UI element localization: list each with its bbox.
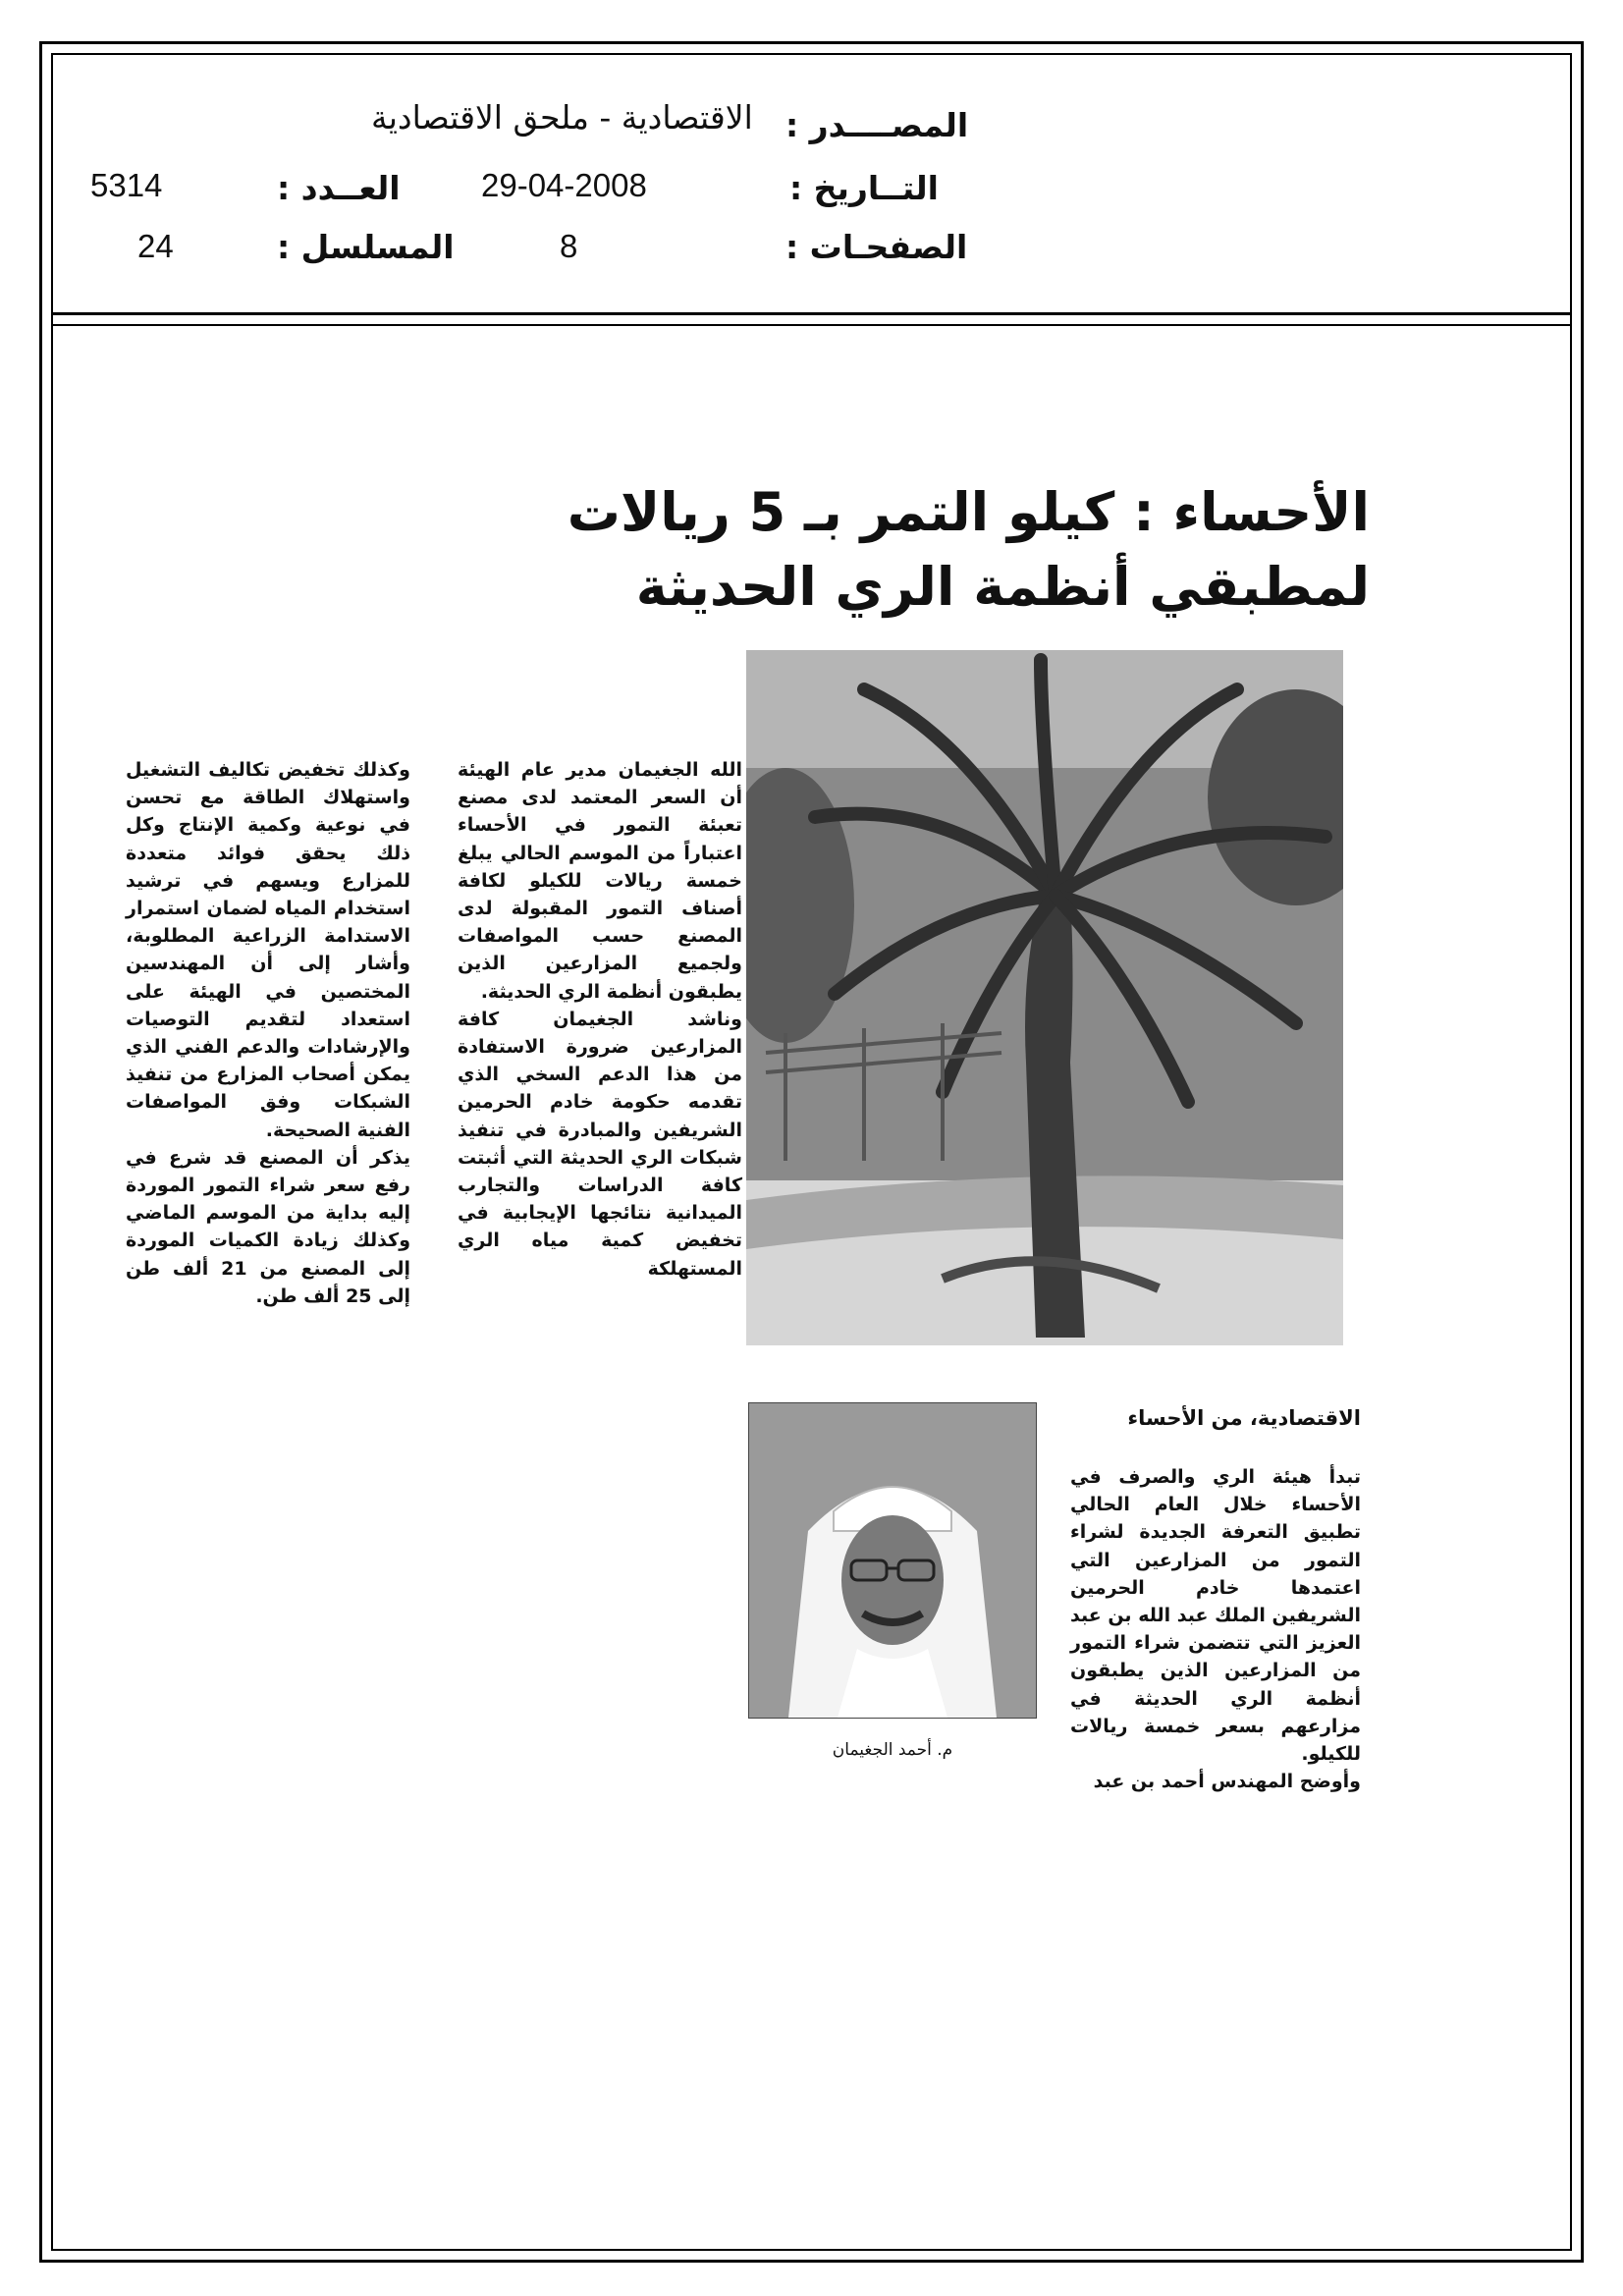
header-divider-inner <box>51 324 1572 326</box>
pages-value: 8 <box>560 228 578 264</box>
paragraph-middle-1: الله الجغيمان مدير عام الهيئة أن السعر المعتمد لدى مصنع تعبئة التمور في الأحساء اعتباراً من الموسم الحالي يبلغ خمسة ريالات للكيلو لكافة أصناف التمور المقبولة لدى المصنع حسب المواصفات ولجميع المزارعين الذين يطبقون أنظمة الري الحديثة. <box>458 759 742 1003</box>
article-column-middle <box>458 756 742 1283</box>
palm-tree-photo <box>746 650 1343 1345</box>
issue-label: العــدد : <box>277 169 401 207</box>
paragraph-right-1: تبدأ هيئة الري والصرف في الأحساء خلال العام الحالي تطبيق التعرفة الجديدة لشراء التمور من المزارعين التي اعتمدها خادم الحرمين الشريفين الملك عبد الله بن عبد العزيز التي تتضمن شراء التمور من المزارعين الذين يطبقون أنظمة الري الحديثة في مزارعهم بسعر خمسة ريالات للكيلو. <box>1070 1466 1361 1766</box>
headline-line-1: الأحساء : كيلو التمر بـ 5 ريالات <box>567 481 1370 543</box>
date-label: التــاريخ : <box>789 169 939 207</box>
article-column-right <box>1070 1463 1361 1795</box>
header-divider <box>51 312 1572 315</box>
paragraph-left-1: وكذلك تخفيض تكاليف التشغيل واستهلاك الطاقة مع تحسن في نوعية وكمية الإنتاج وكل ذلك يحقق فوائد متعددة للمزارع ويسهم في ترشيد استخدام المياه لضمان استمرار الاستدامة الزراعية المطلوبة، وأشار إلى أن المهندسين المختصين في الهيئة على استعداد لتقديم التوصيات والإرشادات والدعم الفني الذي يمكن أصحاب المزارع من تنفيذ الشبكات وفق المواصفات الفنية الصحيحة. <box>126 759 410 1141</box>
serial-value: 24 <box>137 228 174 264</box>
source-label: المصــــدر : <box>785 106 969 144</box>
portrait-photo <box>748 1402 1037 1719</box>
article-dateline: الاقتصادية، من الأحساء <box>1127 1406 1361 1430</box>
palm-tree-illustration <box>746 650 1343 1345</box>
paragraph-left-2: يذكر أن المصنع قد شرع في رفع سعر شراء التمور الموردة إليه بداية من الموسم الماضي وكذلك زيادة الكميات الموردة إلى المصنع من 21 ألف طن إلى 25 ألف طن. <box>126 1146 411 1307</box>
date-value: 29-04-2008 <box>481 167 647 203</box>
pages-label: الصفحـات : <box>785 228 968 266</box>
paragraph-right-2: وأوضح المهندس أحمد بن عبد <box>1093 1771 1361 1793</box>
headline-line-2: لمطبقي أنظمة الري الحديثة <box>635 556 1370 618</box>
source-value: الاقتصادية - ملحق الاقتصادية <box>371 98 753 137</box>
paragraph-middle-2: وناشد الجغيمان كافة المزارعين ضرورة الاستفادة من هذا الدعم السخي الذي تقدمه حكومة خادم الحرمين الشريفين والمبادرة في تنفيذ شبكات الري الحديثة التي أثبتت كافة الدراسات والتجارب الميدانية نتائجها الإيجابية في تخفيض كمية مياه الري المستهلكة <box>458 1008 742 1280</box>
article-column-left <box>126 756 410 1310</box>
issue-value: 5314 <box>90 167 163 203</box>
photo-caption: م. أحمد الجغيمان <box>832 1740 953 1760</box>
portrait-illustration <box>749 1403 1036 1718</box>
serial-label: المسلسل : <box>277 228 455 266</box>
